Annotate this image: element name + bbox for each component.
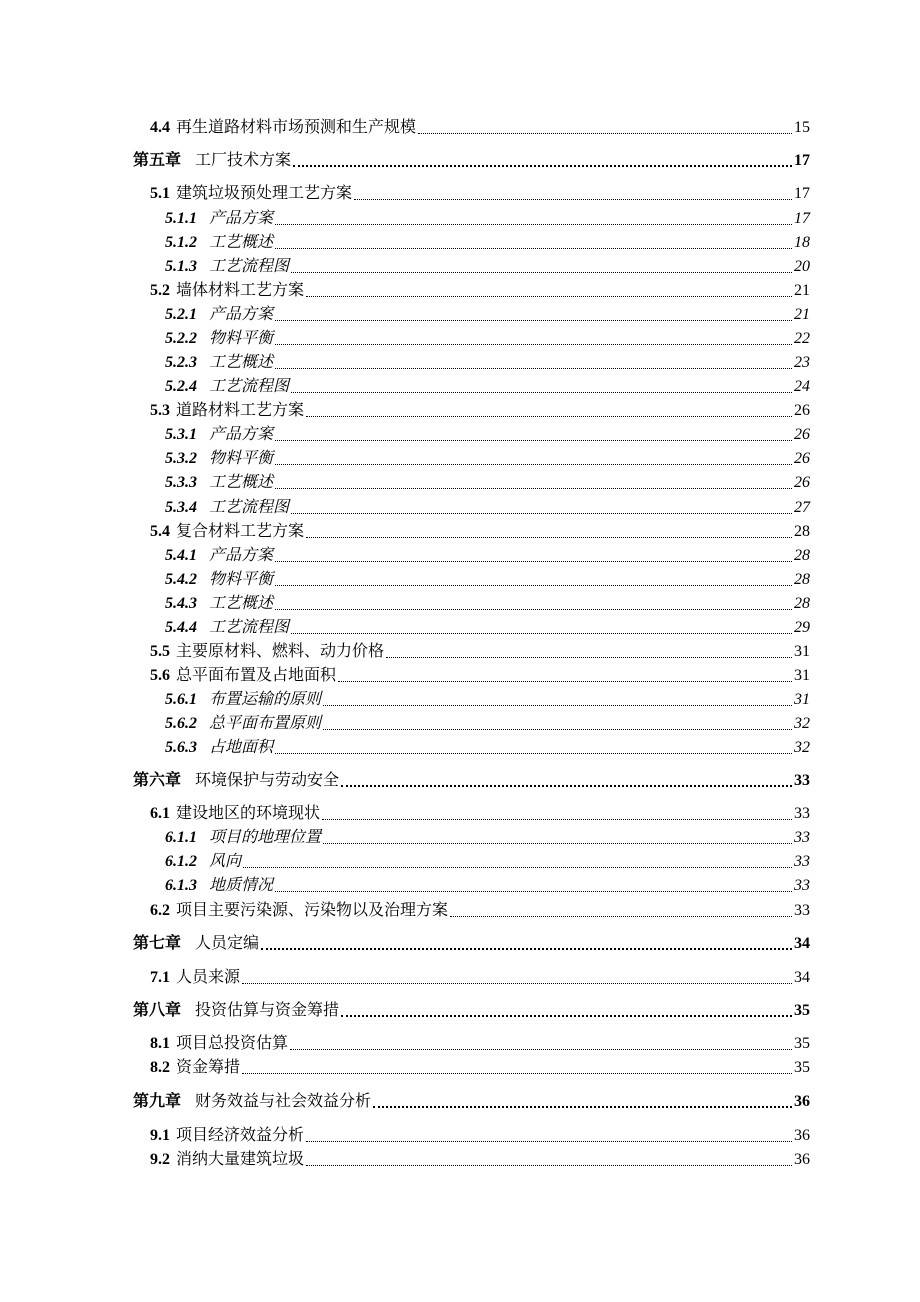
toc-entry-number: 8.2 [150,1059,170,1076]
toc-entry-page: 26 [794,450,810,467]
toc-entry-number: 6.1.3 [165,877,197,894]
toc-entry-title: 产品方案 [209,210,274,227]
toc-entry-section[interactable] [150,397,810,421]
toc-dot-leader [450,916,792,917]
toc-dot-leader [341,1015,792,1017]
toc-dot-leader [275,344,792,345]
toc-entry-title: 工艺流程图 [209,499,290,516]
toc-entry-number: 5.4.2 [165,571,197,588]
toc-entry-page: 27 [794,499,810,516]
toc-entry-page: 17 [794,185,810,202]
toc-entry-title: 物料平衡 [209,450,274,467]
toc-entry-page: 36 [794,1127,810,1144]
toc-entry-page: 33 [794,853,810,870]
toc-entry-sub[interactable] [165,445,810,469]
toc-dot-leader [322,819,792,820]
toc-entry-sub[interactable] [165,710,810,734]
toc-entry-section[interactable] [150,518,810,542]
toc-entry-chapter[interactable] [133,930,810,954]
toc-dot-leader [306,537,792,538]
toc-entry-title: 产品方案 [209,547,274,564]
toc-dot-leader [275,320,792,321]
toc-entry-number: 5.3.2 [165,450,197,467]
toc-entry-section[interactable] [150,180,810,204]
toc-entry-number: 5.2 [150,282,170,299]
toc-entry-number: 5.1 [150,185,170,202]
toc-entry-page: 21 [794,306,810,323]
toc-entry-chapter[interactable] [133,767,810,791]
toc-entry-number: 5.6.2 [165,715,197,732]
toc-entry-section[interactable] [150,800,810,824]
toc-entry-number: 6.1 [150,805,170,822]
toc-entry-title: 人员来源 [176,969,241,986]
toc-entry-number: 5.3.4 [165,499,197,516]
toc-entry-page: 17 [794,210,810,227]
toc-entry-sub[interactable] [165,872,810,896]
toc-entry-sub[interactable] [165,686,810,710]
toc-entry-page: 15 [794,119,810,136]
toc-entry-page: 28 [794,523,810,540]
toc-entry-number: 5.1.3 [165,258,197,275]
toc-entry-section[interactable] [150,662,810,686]
toc-entry-number: 5.1.1 [165,210,197,227]
toc-entry-title: 产品方案 [209,426,274,443]
toc-dot-leader [275,488,792,489]
toc-dot-leader [354,199,792,200]
toc-entry-sub[interactable] [165,614,810,638]
toc-dot-leader [275,561,792,562]
toc-entry-number: 第八章 [133,1002,182,1019]
toc-entry-page: 18 [794,234,810,251]
toc-entry-title: 工艺概述 [209,474,274,491]
toc-entry-page: 28 [794,571,810,588]
toc-dot-leader [291,633,792,634]
toc-entry-title: 资金筹措 [176,1059,241,1076]
toc-entry-title: 风向 [209,853,242,870]
toc-entry-section[interactable] [150,277,810,301]
toc-entry-title: 工艺流程图 [209,378,290,395]
toc-entry-number: 6.2 [150,902,170,919]
toc-entry-page: 28 [794,595,810,612]
toc-entry-title: 人员定编 [195,935,260,952]
toc-dot-leader [275,891,792,892]
toc-entry-number: 6.1.2 [165,853,197,870]
toc-dot-leader [242,983,792,984]
toc-entry-page: 33 [794,805,810,822]
toc-dot-leader [306,1141,792,1142]
toc-entry-section[interactable] [150,1146,810,1170]
toc-dot-leader [386,657,792,658]
toc-entry-sub[interactable] [165,205,810,229]
toc-entry-title: 投资估算与资金筹措 [195,1002,340,1019]
toc-dot-leader [275,464,792,465]
toc-entry-number: 5.2.1 [165,306,197,323]
toc-dot-leader [341,785,792,787]
toc-entry-sub[interactable] [165,590,810,614]
toc-entry-section[interactable] [150,114,810,138]
toc-entry-sub[interactable] [165,734,810,758]
toc-entry-sub[interactable] [165,301,810,325]
toc-entry-title: 复合材料工艺方案 [176,523,305,540]
toc-entry-sub[interactable] [165,229,810,253]
toc-dot-leader [291,513,792,514]
toc-entry-page: 32 [794,739,810,756]
toc-entry-page: 36 [794,1093,810,1110]
toc-entry-title: 墙体材料工艺方案 [176,282,305,299]
toc-entry-title: 工艺概述 [209,595,274,612]
toc-dot-leader [290,1049,792,1050]
toc-entry-section[interactable] [150,638,810,662]
toc-entry-number: 9.2 [150,1151,170,1168]
toc-entry-title: 财务效益与社会效益分析 [195,1093,372,1110]
toc-dot-leader [275,585,792,586]
toc-entry-number: 5.4.4 [165,619,197,636]
toc-entry-page: 33 [794,902,810,919]
toc-entry-number: 8.1 [150,1035,170,1052]
toc-entry-title: 占地面积 [209,739,274,756]
toc-entry-number: 第七章 [133,935,182,952]
toc-entry-section[interactable] [150,1030,810,1054]
toc-entry-sub[interactable] [165,566,810,590]
toc-entry-number: 5.3.3 [165,474,197,491]
toc-entry-section[interactable] [150,1054,810,1078]
toc-entry-page: 34 [794,969,810,986]
toc-dot-leader [306,1165,792,1166]
toc-entry-title: 再生道路材料市场预测和生产规模 [176,119,417,136]
toc-entry-title: 环境保护与劳动安全 [195,772,340,789]
toc-entry-title: 项目经济效益分析 [176,1127,305,1144]
toc-entry-page: 32 [794,715,810,732]
toc-entry-title: 工厂技术方案 [195,152,292,169]
toc-dot-leader [291,272,792,273]
toc-entry-title: 道路材料工艺方案 [176,402,305,419]
toc-entry-chapter[interactable] [133,997,810,1021]
toc-entry-sub[interactable] [165,494,810,518]
toc-entry-title: 项目主要污染源、污染物以及治理方案 [176,902,449,919]
toc-dot-leader [323,843,792,844]
toc-entry-title: 建筑垃圾预处理工艺方案 [176,185,353,202]
toc-entry-page: 31 [794,691,810,708]
toc-entry-sub[interactable] [165,848,810,872]
toc-entry-page: 36 [794,1151,810,1168]
toc-dot-leader [418,133,792,134]
toc-entry-title: 物料平衡 [209,330,274,347]
toc-entry-number: 5.6 [150,667,170,684]
toc-entry-page: 31 [794,643,810,660]
toc-entry-page: 35 [794,1059,810,1076]
toc-entry-number: 5.2.4 [165,378,197,395]
toc-entry-page: 28 [794,547,810,564]
toc-entry-sub[interactable] [165,349,810,373]
toc-entry-page: 26 [794,426,810,443]
toc-entry-page: 35 [794,1002,810,1019]
toc-entry-number: 5.6.3 [165,739,197,756]
toc-entry-page: 34 [794,935,810,952]
toc-entry-page: 26 [794,474,810,491]
toc-dot-leader [293,165,792,167]
toc-entry-title: 工艺流程图 [209,619,290,636]
toc-dot-leader [242,1073,792,1074]
toc-entry-title: 地质情况 [209,877,274,894]
toc-entry-title: 工艺概述 [209,354,274,371]
toc-entry-sub[interactable] [165,421,810,445]
toc-entry-number: 5.1.2 [165,234,197,251]
toc-entry-title: 布置运输的原则 [209,691,322,708]
toc-entry-sub[interactable] [165,253,810,277]
toc-entry-number: 5.3.1 [165,426,197,443]
toc-entry-title: 项目的地理位置 [209,829,322,846]
toc-dot-leader [275,248,792,249]
toc-entry-page: 35 [794,1035,810,1052]
toc-entry-chapter[interactable] [133,1088,810,1112]
toc-dot-leader [306,416,792,417]
toc-entry-title: 物料平衡 [209,571,274,588]
toc-entry-number: 5.3 [150,402,170,419]
toc-entry-title: 建设地区的环境现状 [176,805,321,822]
toc-dot-leader [261,948,792,950]
toc-entry-number: 4.4 [150,119,170,136]
toc-entry-section[interactable] [150,897,810,921]
toc-entry-number: 5.4.3 [165,595,197,612]
toc-entry-number: 7.1 [150,969,170,986]
toc-dot-leader [306,296,792,297]
toc-dot-leader [275,440,792,441]
toc-entry-sub[interactable] [165,469,810,493]
toc-entry-number: 5.2.3 [165,354,197,371]
toc-entry-sub[interactable] [165,824,810,848]
toc-entry-number: 第六章 [133,772,182,789]
toc-entry-number: 5.4 [150,523,170,540]
toc-entry-sub[interactable] [165,325,810,349]
toc-entry-number: 5.4.1 [165,547,197,564]
toc-dot-leader [338,681,792,682]
toc-entry-page: 33 [794,772,810,789]
toc-dot-leader [323,729,792,730]
toc-entry-page: 24 [794,378,810,395]
toc-entry-title: 总平面布置及占地面积 [176,667,337,684]
toc-entry-number: 5.5 [150,643,170,660]
toc-dot-leader [275,368,792,369]
toc-dot-leader [275,224,792,225]
toc-entry-page: 22 [794,330,810,347]
toc-entry-number: 第九章 [133,1093,182,1110]
toc-entry-number: 5.6.1 [165,691,197,708]
toc-entry-title: 项目总投资估算 [176,1035,289,1052]
toc-entry-number: 6.1.1 [165,829,197,846]
toc-entry-page: 29 [794,619,810,636]
toc-entry-title: 工艺流程图 [209,258,290,275]
toc-entry-section[interactable] [150,964,810,988]
toc-entry-page: 23 [794,354,810,371]
toc-dot-leader [243,867,792,868]
toc-dot-leader [275,609,792,610]
toc-entry-title: 主要原材料、燃料、动力价格 [176,643,385,660]
toc-entry-page: 17 [794,152,810,169]
toc-entry-number: 9.1 [150,1127,170,1144]
toc-entry-page: 31 [794,667,810,684]
toc-entry-page: 33 [794,877,810,894]
toc-entry-page: 26 [794,402,810,419]
toc-entry-page: 21 [794,282,810,299]
toc-entry-section[interactable] [150,1122,810,1146]
toc-dot-leader [373,1106,792,1108]
toc-dot-leader [323,705,792,706]
toc-entry-title: 总平面布置原则 [209,715,322,732]
toc-entry-title: 工艺概述 [209,234,274,251]
toc-entry-sub[interactable] [165,373,810,397]
toc-entry-title: 消纳大量建筑垃圾 [176,1151,305,1168]
toc-entry-sub[interactable] [165,542,810,566]
toc-entry-number: 第五章 [133,152,182,169]
toc-entry-number: 5.2.2 [165,330,197,347]
toc-dot-leader [291,392,792,393]
toc-entry-page: 20 [794,258,810,275]
toc-entry-page: 33 [794,829,810,846]
toc-dot-leader [275,753,792,754]
toc-entry-chapter[interactable] [133,147,810,171]
toc-entry-title: 产品方案 [209,306,274,323]
